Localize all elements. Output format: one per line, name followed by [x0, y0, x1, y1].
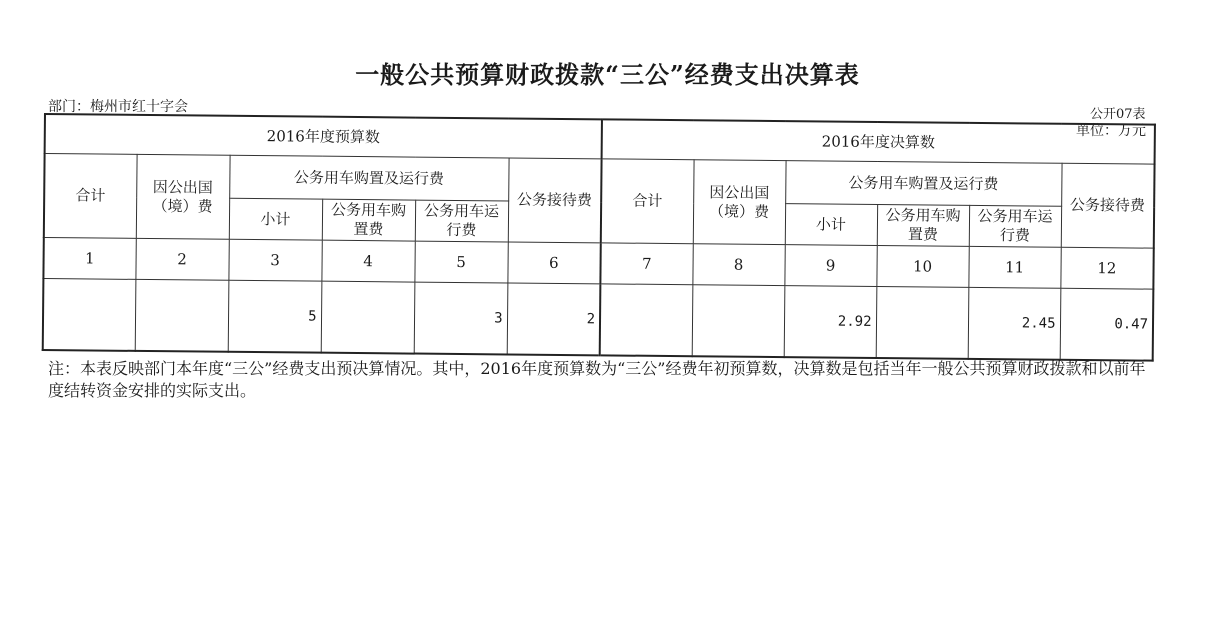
col-number: 7	[600, 243, 692, 285]
unit-label: 单位：万元	[1076, 123, 1146, 139]
department-label: 部门：梅州市红十字会	[48, 99, 188, 115]
budget-abroad-header: 因公出国（境）费	[136, 154, 230, 239]
final-total-header: 合计	[601, 159, 694, 244]
value-cell: 2.92	[784, 286, 877, 358]
value-cell: 3	[414, 282, 508, 354]
col-number: 2	[135, 238, 228, 280]
col-number: 9	[784, 245, 876, 287]
form-number: 公开07表	[1090, 107, 1146, 122]
footnote: 注：本表反映部门本年度“三公”经费支出预决算情况。其中，2016年度预算数为“三公”经费年初预算数，决算数是包括当年一般公共预算财政拨款和以前年度结转资金安排的实际支出。	[48, 359, 1146, 400]
col-number: 10	[876, 246, 968, 288]
value-cell	[876, 286, 969, 358]
page-title: 一般公共预算财政拨款“三公”经费支出决算表	[355, 60, 860, 89]
col-number: 4	[321, 240, 414, 282]
budget-group-header: 2016年度预算数	[45, 114, 602, 159]
final-reception-header: 公务接待费	[1061, 163, 1155, 248]
final-group-header: 2016年度决算数	[602, 119, 1155, 164]
col-number: 6	[507, 242, 600, 284]
col-number: 5	[414, 241, 507, 283]
value-cell: 5	[228, 280, 322, 352]
table-wrapper	[42, 113, 1156, 362]
budget-vehicle-running-header: 公务用车运行费	[415, 200, 508, 242]
budget-reception-header: 公务接待费	[508, 158, 602, 243]
value-cell	[692, 285, 785, 357]
value-cell	[600, 284, 693, 356]
col-number: 3	[228, 239, 321, 281]
final-vehicle-running-header: 公务用车运行费	[969, 205, 1061, 247]
expenditure-table	[42, 113, 1156, 362]
final-vehicle-purchase-header: 公务用车购置费	[877, 205, 969, 247]
budget-vehicle-purchase-header: 公务用车购置费	[322, 199, 415, 241]
final-vehicle-group-header: 公务用车购置及运行费	[785, 161, 1061, 207]
value-cell: 0.47	[1060, 288, 1154, 360]
col-number: 12	[1060, 247, 1153, 289]
budget-total-header: 合计	[44, 154, 137, 239]
col-number: 11	[968, 246, 1060, 288]
value-cell	[43, 279, 136, 351]
value-cell	[135, 279, 229, 351]
value-cell: 2.45	[968, 287, 1061, 359]
value-cell: 2	[507, 283, 601, 355]
final-subtotal-header: 小计	[785, 204, 877, 246]
col-number: 8	[692, 244, 784, 286]
col-number: 1	[43, 238, 135, 280]
budget-vehicle-group-header: 公务用车购置及运行费	[229, 155, 508, 201]
data-row	[43, 279, 1154, 361]
value-cell	[321, 281, 415, 353]
final-abroad-header: 因公出国（境）费	[693, 160, 786, 245]
budget-subtotal-header: 小计	[229, 198, 322, 240]
